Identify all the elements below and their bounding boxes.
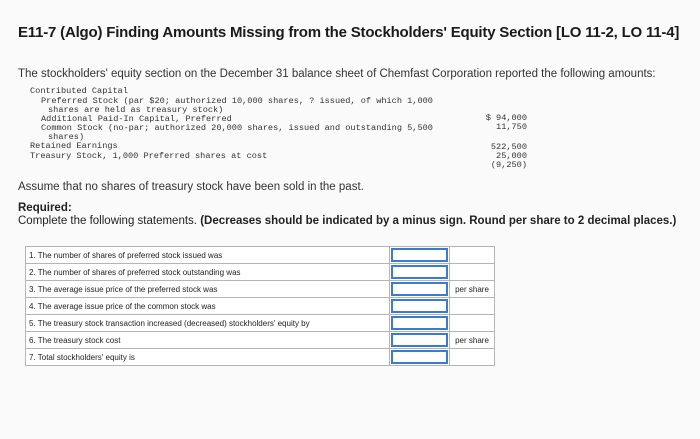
apic-preferred-line: Additional Paid-In Capital, Preferred — [41, 114, 232, 124]
preferred-stock-amount: $ 94,000 — [485, 113, 527, 123]
question-row — [26, 315, 495, 332]
answer-table — [25, 246, 495, 366]
unit-label: per share — [450, 281, 495, 298]
treasury-stock-line: Treasury Stock, 1,000 Preferred shares at cost — [30, 151, 268, 161]
answer-cell — [390, 349, 450, 366]
answer-input-3[interactable] — [391, 282, 448, 296]
retained-earnings-line: Retained Earnings — [30, 141, 118, 151]
question-row — [26, 264, 495, 281]
question-label: 4. The average issue price of the common stock was — [26, 298, 390, 315]
answer-cell — [390, 332, 450, 349]
unit-label — [450, 298, 495, 315]
answer-cell — [390, 281, 450, 298]
instructions-bold: (Decreases should be indicated by a minus sign. Round per share to 2 decimal places.) — [200, 215, 677, 227]
instructions-text — [18, 215, 676, 227]
required-label: Required: — [18, 202, 72, 214]
retained-earnings-amount: 25,000 — [496, 151, 527, 161]
answer-cell — [390, 247, 450, 264]
unit-label — [450, 315, 495, 332]
common-stock-line-1: Common Stock (no-par; authorized 20,000 shares, issued and outstanding 5,500 — [41, 123, 433, 133]
answer-cell — [390, 315, 450, 332]
question-row — [26, 281, 495, 298]
question-label: 3. The average issue price of the preferred stock was — [26, 281, 390, 298]
question-row — [26, 332, 495, 349]
common-stock-line-2: shares) — [48, 132, 85, 142]
contributed-capital-heading: Contributed Capital — [30, 86, 128, 96]
question-label: 7. Total stockholders' equity is — [26, 349, 390, 366]
preferred-stock-line-2: shares are held as treasury stock) — [48, 105, 224, 115]
unit-label: per share — [450, 332, 495, 349]
question-label: 2. The number of shares of preferred stock outstanding was — [26, 264, 390, 281]
instructions-plain: Complete the following statements. — [18, 215, 201, 227]
unit-label — [450, 349, 495, 366]
question-label: 6. The treasury stock cost — [26, 332, 390, 349]
question-label: 5. The treasury stock transaction increased (decreased) stockholders' equity by — [26, 315, 390, 332]
intro-text: The stockholders' equity section on the December 31 balance sheet of Chemfast Corporation reported the following amounts: — [18, 68, 656, 80]
answer-input-2[interactable] — [391, 265, 448, 279]
question-label: 1. The number of shares of preferred stock issued was — [26, 247, 390, 264]
question-row — [26, 349, 495, 366]
apic-preferred-amount: 11,750 — [496, 122, 527, 132]
answer-input-7[interactable] — [391, 350, 448, 364]
unit-label — [450, 264, 495, 281]
exercise-title: E11-7 (Algo) Finding Amounts Missing from the Stockholders' Equity Section [LO 11-2, LO 11-4] — [18, 24, 680, 41]
common-stock-amount: 522,500 — [490, 142, 527, 152]
unit-label — [450, 247, 495, 264]
answer-input-6[interactable] — [391, 333, 448, 347]
treasury-stock-amount: (9,250) — [490, 160, 527, 170]
answer-input-1[interactable] — [391, 248, 448, 262]
answer-input-4[interactable] — [391, 299, 448, 313]
question-row — [26, 247, 495, 264]
question-row — [26, 298, 495, 315]
answer-cell — [390, 264, 450, 281]
answer-input-5[interactable] — [391, 316, 448, 330]
assumption-text: Assume that no shares of treasury stock have been sold in the past. — [18, 181, 364, 193]
answer-cell — [390, 298, 450, 315]
preferred-stock-line-1: Preferred Stock (par $20; authorized 10,000 shares, ? issued, of which 1,000 — [41, 96, 433, 106]
